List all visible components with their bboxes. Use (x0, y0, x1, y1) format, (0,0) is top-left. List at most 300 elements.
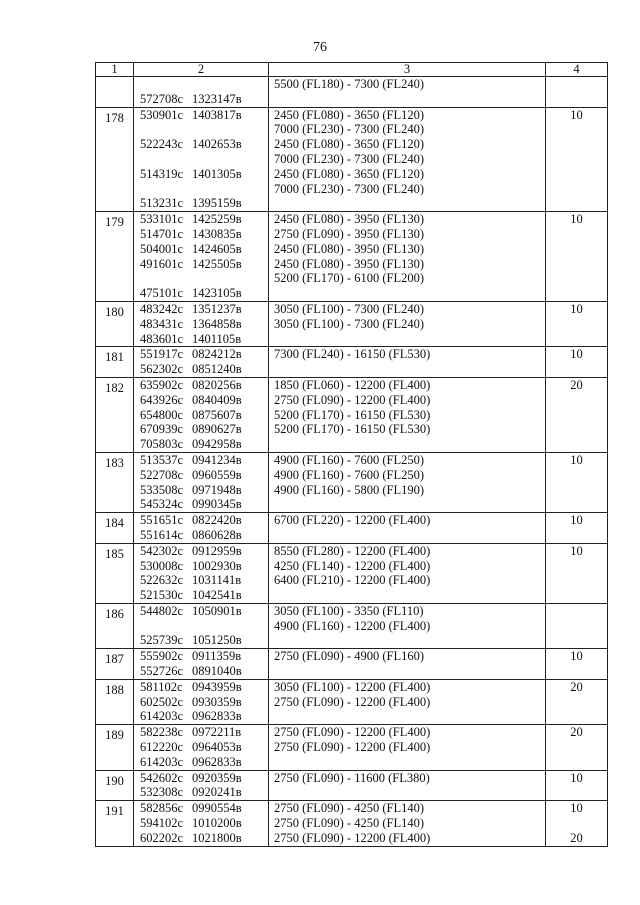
value-cell (546, 347, 608, 378)
altitude-range: 5200 (FL170) - 6100 (FL200) (274, 271, 424, 286)
area-number: 185 (105, 546, 124, 561)
area-number-cell (96, 212, 134, 302)
value: 10 (570, 301, 583, 316)
coordinate-line (140, 362, 268, 377)
latitude: 542602с (140, 770, 184, 785)
latitude: 521530с (140, 588, 184, 603)
altitude-range-cell (269, 347, 546, 378)
coordinates-cell (134, 452, 269, 512)
longitude: 0962833в (192, 709, 242, 724)
value-cell (546, 452, 608, 512)
latitude: 504001с (140, 241, 184, 256)
longitude: 1401105в (192, 331, 242, 346)
table-row (96, 107, 608, 212)
table-body (96, 77, 608, 847)
longitude: 0820256в (192, 377, 242, 392)
longitude: 1395159в (192, 196, 242, 211)
altitude-range: 2450 (FL080) - 3650 (FL120) (274, 137, 424, 152)
altitude-range: 6700 (FL220) - 12200 (FL400) (274, 513, 431, 528)
altitude-range-cell (269, 543, 546, 603)
area-number: 184 (105, 516, 124, 531)
coordinate-line (140, 257, 268, 272)
altitude-range-cell (269, 452, 546, 512)
altitude-range: 5200 (FL170) - 16150 (FL530) (274, 422, 431, 437)
coordinate-line (140, 468, 268, 483)
longitude: 0875607в (192, 407, 242, 422)
coordinate-line (140, 167, 268, 182)
coordinate-line (140, 317, 268, 332)
table-row (96, 725, 608, 770)
value: 10 (570, 212, 583, 227)
page-number: 76 (313, 40, 327, 55)
longitude: 0971948в (192, 482, 242, 497)
area-number: 186 (105, 606, 124, 621)
latitude: 483242с (140, 301, 184, 316)
altitude-range: 2750 (FL090) - 12200 (FL400) (274, 740, 431, 755)
longitude: 1430835в (192, 226, 242, 241)
header-col-1: 1 (96, 63, 134, 77)
table-row (96, 770, 608, 801)
coordinate-line (140, 559, 268, 574)
value: 20 (570, 725, 583, 740)
coordinate-line (140, 588, 268, 603)
table-row (96, 801, 608, 846)
altitude-range: 2750 (FL090) - 4250 (FL140) (274, 801, 424, 816)
latitude: 614203с (140, 754, 184, 769)
longitude: 1425505в (192, 256, 242, 271)
altitude-range (274, 196, 545, 211)
longitude: 0960559в (192, 467, 242, 482)
header-col-3: 3 (269, 63, 546, 77)
longitude: 0990554в (192, 801, 242, 816)
area-number-cell (96, 513, 134, 544)
latitude: 705803с (140, 437, 184, 452)
longitude: 0920241в (192, 785, 242, 800)
longitude: 0943959в (192, 679, 242, 694)
longitude: 1042541в (192, 588, 242, 603)
coordinate-line (140, 497, 268, 512)
value: 10 (570, 107, 583, 122)
latitude: 514319с (140, 166, 184, 181)
altitude-range-cell (269, 801, 546, 846)
altitude-range: 2450 (FL080) - 3950 (FL130) (274, 241, 424, 256)
restricted-area-table (95, 62, 608, 847)
longitude: 0911359в (192, 649, 242, 664)
coordinate-line (140, 573, 268, 588)
longitude: 0962833в (192, 754, 242, 769)
latitude: 581102с (140, 679, 183, 694)
value: 10 (570, 543, 583, 558)
coordinate-line (140, 152, 268, 167)
altitude-range: 7300 (FL240) - 16150 (FL530) (274, 347, 431, 362)
area-number-cell (96, 603, 134, 648)
coordinate-line (140, 137, 268, 152)
area-number: 191 (105, 804, 124, 819)
longitude: 0942958в (192, 437, 242, 452)
coordinate-line (140, 271, 268, 286)
latitude: 530008с (140, 558, 184, 573)
value: 10 (570, 770, 583, 785)
altitude-range: 2750 (FL090) - 4900 (FL160) (274, 649, 424, 664)
area-number-cell (96, 347, 134, 378)
latitude: 522708с (140, 467, 184, 482)
coordinate-line (140, 227, 268, 242)
value-cell (546, 725, 608, 770)
latitude: 545324с (140, 497, 184, 512)
altitude-range: 2750 (FL090) - 11600 (FL380) (274, 770, 430, 785)
value (546, 604, 607, 619)
longitude: 0822420в (192, 513, 242, 528)
coordinates-cell (134, 77, 269, 108)
altitude-range: 2450 (FL080) - 3950 (FL130) (274, 212, 424, 227)
area-number-cell (96, 801, 134, 846)
coordinate-line (140, 302, 268, 317)
coordinates-cell (134, 301, 269, 346)
table-row (96, 603, 608, 648)
coordinate-line (140, 740, 268, 755)
longitude: 0972211в (192, 725, 242, 740)
latitude: 614203с (140, 709, 184, 724)
longitude: 1401305в (192, 166, 242, 181)
longitude: 1051250в (192, 633, 242, 648)
area-number: 187 (105, 652, 124, 667)
value: 10 (570, 801, 583, 816)
altitude-range: 3050 (FL100) - 12200 (FL400) (274, 679, 431, 694)
longitude: 0920359в (192, 770, 242, 785)
value: 10 (570, 649, 583, 664)
longitude: 0824212в (192, 347, 242, 362)
altitude-range: 6400 (FL210) - 12200 (FL400) (274, 573, 431, 588)
value-cell (546, 770, 608, 801)
altitude-range (274, 785, 545, 800)
altitude-range: 2750 (FL090) - 12200 (FL400) (274, 694, 431, 709)
coordinate-line (140, 816, 268, 831)
latitude: 533508с (140, 482, 184, 497)
altitude-range-cell (269, 513, 546, 544)
altitude-range-cell (269, 301, 546, 346)
latitude: 544802с (140, 603, 184, 618)
latitude: 522243с (140, 137, 184, 152)
latitude: 551614с (140, 527, 184, 542)
latitude: 643926с (140, 392, 184, 407)
coordinate-line (140, 437, 268, 452)
latitude: 513231с (140, 196, 184, 211)
area-number: 182 (105, 380, 124, 395)
latitude: 602202с (140, 830, 184, 845)
altitude-range: 4900 (FL160) - 5800 (FL190) (274, 482, 424, 497)
altitude-range: 2750 (FL090) - 12200 (FL400) (274, 392, 431, 407)
table-row (96, 452, 608, 512)
latitude: 654800с (140, 407, 184, 422)
table-row (96, 543, 608, 603)
value-cell (546, 377, 608, 452)
latitude: 582238с (140, 725, 184, 740)
altitude-range: 2750 (FL090) - 4250 (FL140) (274, 816, 424, 831)
altitude-range (274, 332, 545, 347)
area-number-cell (96, 649, 134, 680)
coordinate-line (140, 92, 268, 107)
latitude: 551651с (140, 513, 184, 528)
longitude: 1050901в (192, 603, 242, 618)
altitude-range (274, 437, 545, 452)
coordinates-cell (134, 347, 269, 378)
coordinate-line (140, 408, 268, 423)
coordinate-line (140, 649, 268, 664)
coordinates-cell (134, 543, 269, 603)
latitude: 522632с (140, 573, 184, 588)
value-cell (546, 801, 608, 846)
coordinate-line (140, 422, 268, 437)
header-col-2: 2 (134, 63, 269, 77)
altitude-range: 4900 (FL160) - 7600 (FL250) (274, 452, 424, 467)
value: 20 (570, 377, 583, 392)
coordinate-line (140, 513, 268, 528)
value-cell (546, 107, 608, 212)
latitude: 483431с (140, 316, 184, 331)
header-col-4: 4 (546, 63, 608, 77)
altitude-range: 7000 (FL230) - 7300 (FL240) (274, 151, 424, 166)
area-number-cell (96, 679, 134, 724)
value: 10 (570, 513, 583, 528)
altitude-range: 5200 (FL170) - 16150 (FL530) (274, 407, 431, 422)
longitude: 0930359в (192, 694, 242, 709)
altitude-range-cell (269, 603, 546, 648)
area-number-cell (96, 77, 134, 108)
value (546, 816, 607, 831)
coordinate-line (140, 604, 268, 619)
latitude: 555902с (140, 649, 184, 664)
longitude: 0840409в (192, 392, 242, 407)
latitude: 670939с (140, 422, 184, 437)
area-number: 180 (105, 304, 124, 319)
table-row (96, 212, 608, 302)
area-number (96, 77, 133, 95)
coordinate-line (140, 725, 268, 740)
longitude: 1423105в (192, 286, 242, 301)
altitude-range: 2750 (FL090) - 3950 (FL130) (274, 226, 424, 241)
altitude-range (274, 92, 545, 107)
table-row (96, 77, 608, 108)
longitude: 0860628в (192, 527, 242, 542)
longitude: 1021800в (192, 830, 242, 845)
altitude-range: 2450 (FL080) - 3650 (FL120) (274, 166, 424, 181)
coordinate-line (140, 108, 268, 123)
latitude: 602502с (140, 694, 184, 709)
longitude: 1403817в (192, 107, 242, 122)
coordinate-line (140, 122, 268, 137)
altitude-range: 3050 (FL100) - 7300 (FL240) (274, 316, 424, 331)
latitude: 594102с (140, 816, 184, 831)
latitude: 582856с (140, 801, 184, 816)
altitude-range (274, 286, 545, 301)
altitude-range (274, 709, 545, 724)
area-number-cell (96, 107, 134, 212)
coordinate-line (140, 771, 268, 786)
altitude-range: 2750 (FL090) - 12200 (FL400) (274, 830, 431, 845)
altitude-range-cell (269, 212, 546, 302)
altitude-range-cell (269, 107, 546, 212)
altitude-range: 1850 (FL060) - 12200 (FL400) (274, 377, 431, 392)
altitude-range (274, 633, 545, 648)
latitude: 532308с (140, 785, 184, 800)
latitude: 514701с (140, 226, 184, 241)
altitude-range: 2450 (FL080) - 3650 (FL120) (274, 107, 424, 122)
coordinate-line (140, 619, 268, 634)
altitude-range: 4250 (FL140) - 12200 (FL400) (274, 558, 431, 573)
coordinate-line (140, 528, 268, 543)
table-row (96, 301, 608, 346)
area-number: 190 (105, 773, 124, 788)
value-cell (546, 543, 608, 603)
value-cell (546, 603, 608, 648)
longitude: 0941234в (192, 452, 242, 467)
value-cell (546, 77, 608, 108)
coordinate-line (140, 801, 268, 816)
altitude-range: 4900 (FL160) - 7600 (FL250) (274, 467, 424, 482)
altitude-range (274, 528, 545, 543)
longitude: 1010200в (192, 816, 242, 831)
altitude-range: 2750 (FL090) - 12200 (FL400) (274, 725, 431, 740)
coordinates-cell (134, 212, 269, 302)
coordinate-line (140, 393, 268, 408)
latitude: 533101с (140, 212, 184, 227)
longitude: 0891040в (192, 664, 242, 679)
altitude-range (274, 362, 545, 377)
latitude: 475101с (140, 286, 184, 301)
coordinate-line (140, 680, 268, 695)
longitude: 1402653в (192, 137, 242, 152)
area-number-cell (96, 301, 134, 346)
altitude-range: 3050 (FL100) - 7300 (FL240) (274, 301, 424, 316)
value: 20 (570, 679, 583, 694)
altitude-range (274, 497, 545, 512)
coordinate-line (140, 242, 268, 257)
altitude-range-cell (269, 679, 546, 724)
longitude: 1424605в (192, 241, 242, 256)
altitude-range-cell (269, 770, 546, 801)
coordinate-line (140, 664, 268, 679)
altitude-range: 7000 (FL230) - 7300 (FL240) (274, 181, 424, 196)
coordinate-line (140, 347, 268, 362)
coordinates-cell (134, 725, 269, 770)
header-row (96, 63, 608, 77)
latitude: 513537с (140, 452, 184, 467)
value: 10 (570, 347, 583, 362)
area-number-cell (96, 770, 134, 801)
coordinate-line (140, 212, 268, 227)
table-row (96, 347, 608, 378)
altitude-range: 8550 (FL280) - 12200 (FL400) (274, 543, 431, 558)
latitude: 483601с (140, 331, 184, 346)
altitude-range-cell (269, 725, 546, 770)
altitude-range-cell (269, 377, 546, 452)
table-row (96, 649, 608, 680)
altitude-range: 5500 (FL180) - 7300 (FL240) (274, 77, 424, 91)
coordinate-line (140, 182, 268, 197)
coordinate-line (140, 332, 268, 347)
longitude: 0912959в (192, 543, 242, 558)
value: 10 (570, 452, 583, 467)
coordinate-line (140, 755, 268, 770)
coordinates-cell (134, 107, 269, 212)
coordinate-line (140, 378, 268, 393)
latitude: 542302с (140, 543, 184, 558)
latitude: 572708с (140, 91, 184, 106)
altitude-range: 2450 (FL080) - 3950 (FL130) (274, 256, 424, 271)
coordinates-cell (134, 770, 269, 801)
coordinates-cell (134, 603, 269, 648)
value-cell (546, 679, 608, 724)
coordinate-line (140, 77, 268, 92)
latitude: 552726с (140, 664, 184, 679)
area-number: 181 (105, 350, 124, 365)
latitude: 635902с (140, 377, 184, 392)
coordinates-cell (134, 377, 269, 452)
coordinate-line (140, 286, 268, 301)
coordinate-line (140, 196, 268, 211)
value: 20 (570, 830, 583, 845)
value-cell (546, 513, 608, 544)
longitude: 1031141в (192, 573, 242, 588)
longitude: 1323147в (192, 91, 242, 106)
altitude-range: 4900 (FL160) - 12200 (FL400) (274, 618, 431, 633)
area-number: 178 (105, 110, 124, 125)
coordinate-line (140, 695, 268, 710)
area-number: 188 (105, 682, 124, 697)
altitude-range-cell (269, 77, 546, 108)
longitude: 0851240в (192, 362, 242, 377)
coordinates-cell (134, 649, 269, 680)
longitude: 1002930в (192, 558, 242, 573)
longitude: 1351237в (192, 301, 242, 316)
value-cell (546, 649, 608, 680)
area-number: 189 (105, 728, 124, 743)
coordinate-line (140, 709, 268, 724)
longitude: 1425259в (192, 212, 242, 227)
coordinates-cell (134, 679, 269, 724)
area-number-cell (96, 725, 134, 770)
latitude: 491601с (140, 256, 184, 271)
longitude: 0990345в (192, 497, 242, 512)
table-row (96, 679, 608, 724)
value-cell (546, 212, 608, 302)
coordinates-cell (134, 513, 269, 544)
latitude: 530901с (140, 107, 184, 122)
altitude-range-cell (269, 649, 546, 680)
coordinates-cell (134, 801, 269, 846)
latitude: 551917с (140, 347, 184, 362)
area-number-cell (96, 377, 134, 452)
coordinate-line (140, 453, 268, 468)
table-row (96, 513, 608, 544)
value-cell (546, 301, 608, 346)
coordinate-line (140, 785, 268, 800)
coordinate-line (140, 544, 268, 559)
coordinate-line (140, 483, 268, 498)
altitude-range (274, 755, 545, 770)
longitude: 0964053в (192, 740, 242, 755)
latitude: 525739с (140, 633, 184, 648)
coordinate-line (140, 831, 268, 846)
latitude: 612220с (140, 740, 184, 755)
table-row (96, 377, 608, 452)
coordinate-line (140, 633, 268, 648)
value (546, 77, 607, 92)
longitude: 0890627в (192, 422, 242, 437)
altitude-range (274, 588, 545, 603)
altitude-range: 7000 (FL230) - 7300 (FL240) (274, 122, 424, 137)
area-number-cell (96, 543, 134, 603)
